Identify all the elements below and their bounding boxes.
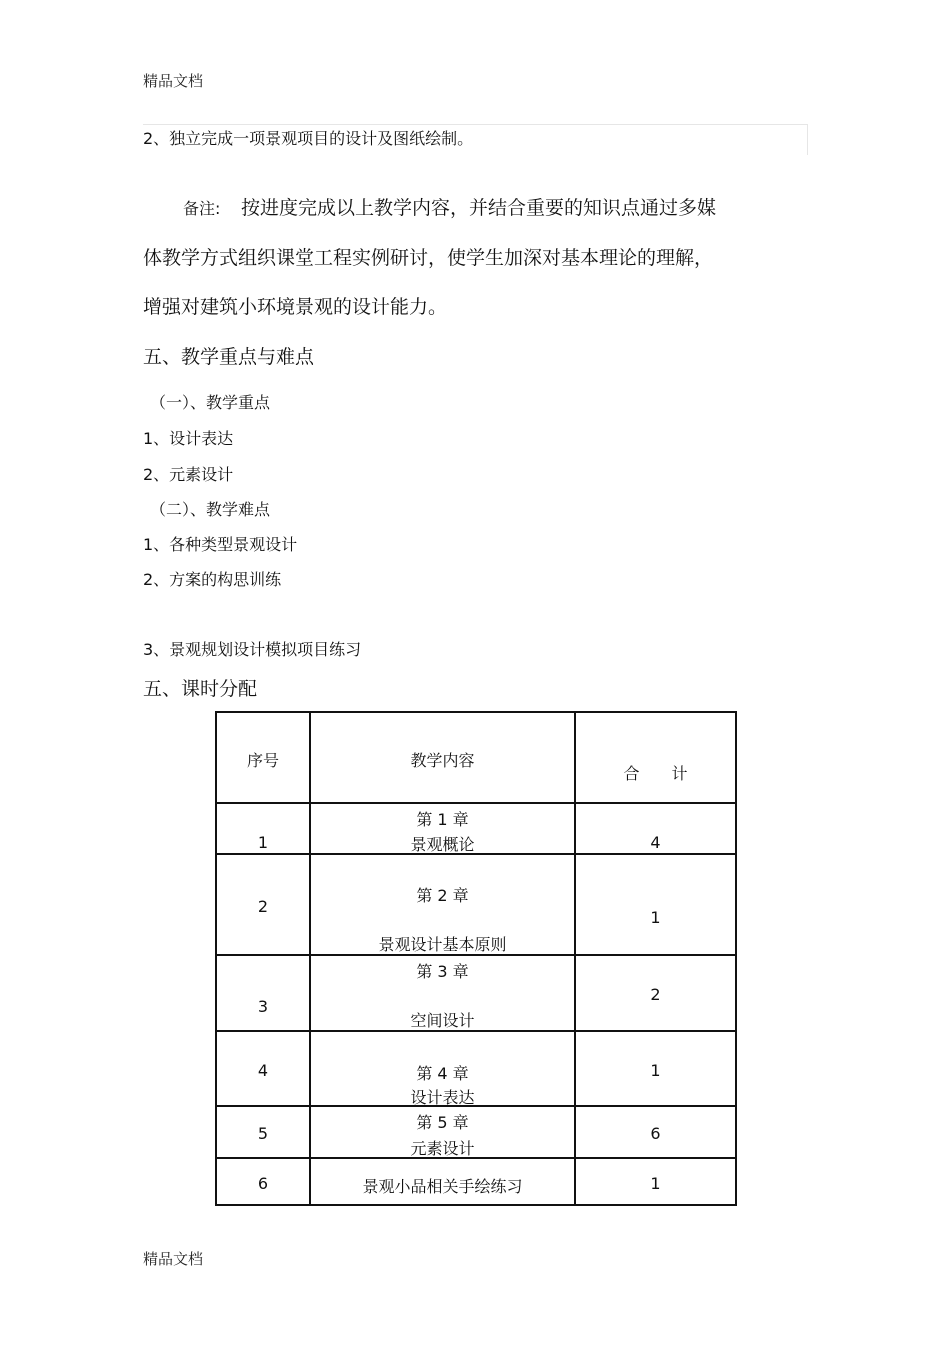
table-cell: 1 [575,854,736,955]
table-cell: 3 [216,955,310,1031]
table-row [216,1031,736,1106]
section-title: 五、教学重点与难点 [143,346,315,368]
table-cell: 第 1 章 景观概论 [310,803,575,854]
table-row [216,1158,736,1205]
table-cell: 第 3 章 空间设计 [310,955,575,1031]
table-cell: 第 2 章 景观设计基本原则 [310,854,575,955]
table-row [216,854,736,955]
page-footer: 精品文档 [143,1250,204,1268]
schedule-table [215,711,737,1206]
table-cell: 1 [575,1031,736,1106]
subsection-title: （二）、教学难点 [150,500,271,519]
table-cell: 2 [575,955,736,1031]
table-row [216,955,736,1031]
list-item: 2、方案的构思训练 [143,570,282,589]
table-cell: 6 [575,1106,736,1158]
table-cell: 4 [216,1031,310,1106]
table-cell: 第 4 章 设计表达 [310,1031,575,1106]
subsection-title: （一）、教学重点 [150,393,271,412]
table-cell: 6 [216,1158,310,1205]
table-cell: 1 [216,803,310,854]
table-cell: 1 [575,1158,736,1205]
table-cell: 景观小品相关手绘练习 [310,1158,575,1205]
note-label: 备注: [183,199,221,218]
table-row [216,1106,736,1158]
list-item: 1、各种类型景观设计 [143,535,298,554]
list-item: 3、景观规划设计模拟项目练习 [143,640,362,659]
paragraph-line: 增强对建筑小环境景观的设计能力。 [143,296,448,318]
paragraph-line: 按进度完成以上教学内容，并结合重要的知识点通过多媒 [241,197,717,219]
paragraph-line: 体教学方式组织课堂工程实例研讨，使学生加深对基本理论的理解， [143,247,714,269]
table-header-cell: 合 计 [575,712,736,803]
table-header-cell: 教学内容 [310,712,575,803]
table-row [216,803,736,854]
list-item: 2、元素设计 [143,465,234,484]
table-header-row [216,712,736,803]
table-header-cell: 序号 [216,712,310,803]
section-title: 五、课时分配 [143,678,258,700]
text-line: 2、独立完成一项景观项目的设计及图纸绘制。 [143,129,474,148]
list-item: 1、设计表达 [143,429,234,448]
table-cell: 2 [216,854,310,955]
table-cell: 4 [575,803,736,854]
table-cell: 第 5 章 元素设计 [310,1106,575,1158]
table-cell: 5 [216,1106,310,1158]
page-header: 精品文档 [143,72,204,90]
